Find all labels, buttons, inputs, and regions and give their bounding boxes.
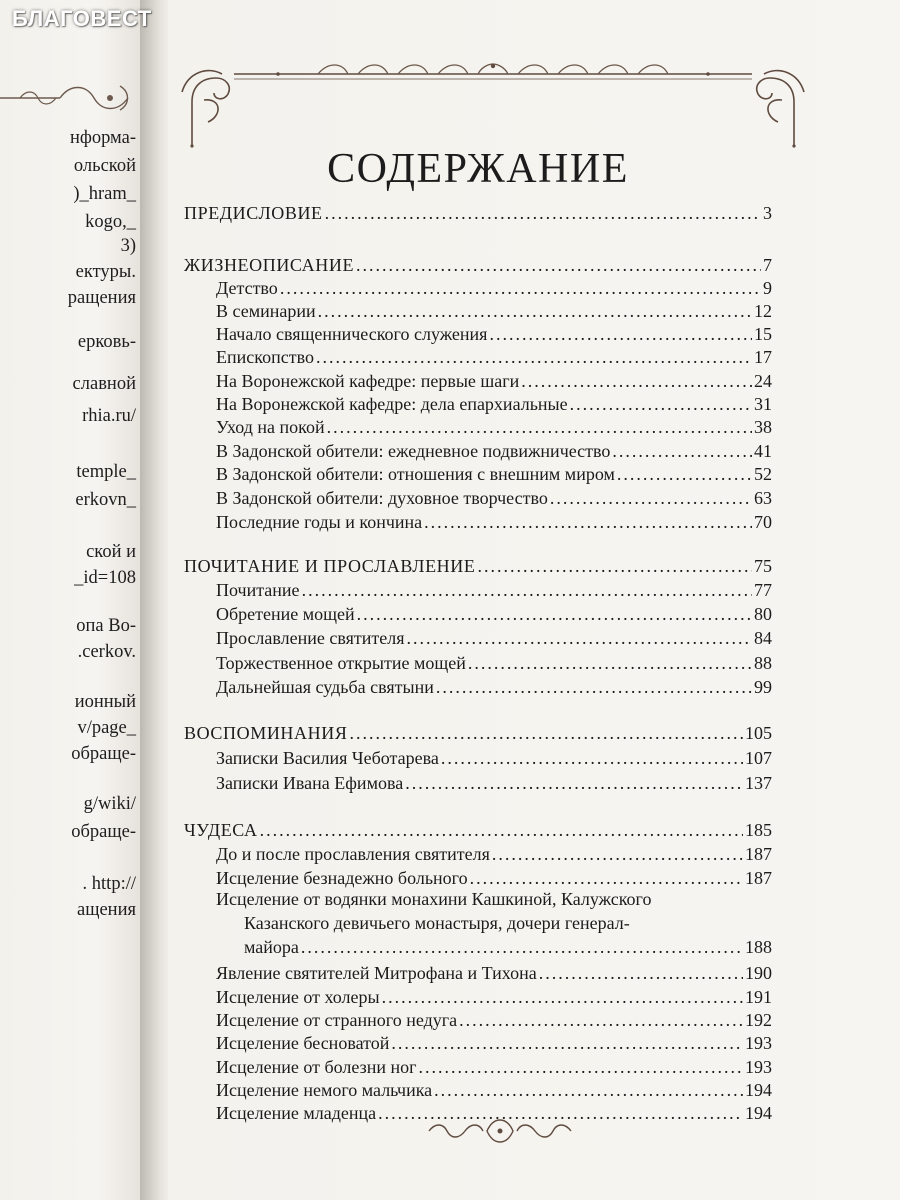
- toc-page: 107: [745, 748, 772, 768]
- toc-item[interactable]: [216, 986, 772, 1008]
- toc-label: До и после прославления святителя: [216, 844, 490, 864]
- toc-item[interactable]: [216, 1009, 772, 1031]
- toc-page: 31: [754, 394, 772, 414]
- toc-label: Записки Ивана Ефимова: [216, 773, 404, 793]
- toc-label: На Воронежской кафедре: дела епархиальные: [216, 394, 568, 414]
- toc-leader: [612, 441, 752, 462]
- toc-item[interactable]: [216, 511, 772, 533]
- toc-leader: [468, 653, 752, 674]
- toc-item-line[interactable]: Казанского девичьего монастыря, дочери генерал-: [244, 913, 630, 933]
- toc-page: 24: [754, 371, 772, 391]
- toc-item[interactable]: [216, 747, 772, 769]
- toc-item[interactable]: [216, 676, 772, 698]
- toc-leader: [302, 580, 752, 601]
- toc-leader: [327, 417, 752, 438]
- toc-page: 77: [754, 580, 772, 600]
- left-line: _id=108: [74, 568, 136, 588]
- toc-label: Уход на покой: [216, 417, 325, 437]
- toc-item-line[interactable]: Исцеление от водянки монахини Кашкиной, Калужского: [216, 889, 652, 909]
- toc-item[interactable]: [216, 1079, 772, 1101]
- toc-leader: [436, 677, 752, 698]
- toc-item[interactable]: [216, 627, 772, 649]
- toc-page: 7: [763, 255, 772, 275]
- toc-page: 9: [763, 278, 772, 298]
- toc-item[interactable]: [216, 463, 772, 485]
- left-line: temple_: [76, 462, 136, 482]
- toc-label: Исцеление от холеры: [216, 987, 380, 1007]
- left-page: [0, 0, 140, 1200]
- toc-leader: [470, 868, 743, 889]
- left-line: v/page_: [77, 718, 136, 738]
- toc-item[interactable]: [216, 579, 772, 601]
- toc-page: 75: [754, 556, 772, 576]
- toc-label: Торжественное открытие мощей: [216, 653, 466, 673]
- toc-leader: [280, 278, 761, 299]
- toc-leader: [539, 963, 743, 984]
- toc-item[interactable]: [216, 962, 772, 984]
- toc-section-miracles[interactable]: [184, 819, 772, 841]
- toc-leader: [405, 773, 743, 794]
- toc-label: ВОСПОМИНАНИЯ: [184, 723, 348, 743]
- toc-label: Исцеление немого мальчика: [216, 1080, 433, 1100]
- toc-page: 52: [754, 464, 772, 484]
- toc-item[interactable]: [216, 843, 772, 865]
- toc-leader: [301, 937, 743, 958]
- toc-page: 88: [754, 653, 772, 673]
- left-line: опа Во-: [76, 616, 136, 636]
- left-line: erkovn_: [75, 490, 136, 510]
- toc-label: В Задонской обители: отношения с внешним миром: [216, 464, 615, 484]
- toc-item[interactable]: [216, 603, 772, 625]
- toc-section-memoirs[interactable]: [184, 722, 772, 744]
- toc-item[interactable]: [244, 936, 772, 958]
- toc-label: ЖИЗНЕОПИСАНИЕ: [184, 255, 355, 275]
- left-line: g/wiki/: [83, 794, 136, 814]
- toc-label: Исцеление младенца: [216, 1103, 377, 1123]
- toc-page: 12: [754, 301, 772, 321]
- toc-label: В Задонской обители: духовное творчество: [216, 488, 548, 508]
- toc-label: Явление святителей Митрофана и Тихона: [216, 963, 537, 983]
- left-line: нформа-: [69, 128, 136, 148]
- toc-leader: [434, 1080, 743, 1101]
- left-line: .cerkov.: [77, 642, 136, 662]
- toc-page: 194: [745, 1103, 772, 1123]
- toc-label: Обретение мощей: [216, 604, 355, 624]
- top-ornament-frame: [178, 62, 808, 152]
- toc-label: Дальнейшая судьба святыни: [216, 677, 434, 697]
- toc-page: 187: [745, 868, 772, 888]
- toc-page: 187: [745, 844, 772, 864]
- watermark-logo: БЛАГОВЕСТ: [12, 6, 152, 31]
- left-line: ащения: [77, 900, 136, 920]
- toc-section-veneration[interactable]: [184, 555, 772, 577]
- toc-page: 190: [745, 963, 772, 983]
- toc-page: 191: [745, 987, 772, 1007]
- toc-leader: [382, 987, 743, 1008]
- left-line: обраще-: [71, 744, 136, 764]
- toc-label: ПОЧИТАНИЕ И ПРОСЛАВЛЕНИЕ: [184, 556, 476, 576]
- left-line: rhia.ru/: [82, 406, 136, 426]
- toc-item[interactable]: [216, 416, 772, 438]
- toc-item[interactable]: [216, 370, 772, 392]
- toc-page: 70: [754, 512, 772, 532]
- toc-label: Прославление святителя: [216, 628, 405, 648]
- bottom-ornament: [425, 1118, 575, 1144]
- toc-label: Записки Василия Чеботарева: [216, 748, 439, 768]
- toc-page: 38: [754, 417, 772, 437]
- toc-page: 80: [754, 604, 772, 624]
- toc-label: Исцеление от странного недуга: [216, 1010, 458, 1030]
- left-line: обраще-: [71, 822, 136, 842]
- toc-leader: [570, 394, 752, 415]
- toc-item[interactable]: [216, 440, 772, 462]
- toc-item[interactable]: [216, 772, 772, 794]
- toc-page: 17: [754, 347, 772, 367]
- toc-label: майора: [244, 937, 299, 957]
- toc-leader: [477, 556, 752, 577]
- toc-label: Начало священнического служения: [216, 324, 488, 344]
- toc-page: 63: [754, 488, 772, 508]
- toc-leader: [318, 301, 752, 322]
- toc-item[interactable]: [216, 277, 772, 299]
- left-line: ской и: [86, 542, 136, 562]
- toc-label: В семинарии: [216, 301, 316, 321]
- toc-label: Последние годы и кончина: [216, 512, 423, 532]
- toc-leader: [489, 324, 752, 345]
- toc-leader: [357, 604, 752, 625]
- toc-item[interactable]: [216, 487, 772, 509]
- toc-label: В Задонской обители: ежедневное подвижничество: [216, 441, 611, 461]
- toc-item[interactable]: [216, 652, 772, 674]
- left-line: kogo,_: [85, 212, 136, 232]
- left-line: 3): [120, 236, 136, 256]
- toc-page: 192: [745, 1010, 772, 1030]
- left-line: славной: [72, 374, 136, 394]
- toc-leader: [325, 203, 761, 224]
- toc-label: Исцеление безнадежно больного: [216, 868, 468, 888]
- toc-leader: [550, 488, 752, 509]
- toc-page: 185: [745, 820, 772, 840]
- toc-label: ПРЕДИСЛОВИЕ: [184, 203, 323, 223]
- toc-label: Епископство: [216, 347, 314, 367]
- toc-leader: [441, 748, 743, 769]
- toc-item[interactable]: [216, 867, 772, 889]
- toc-section-preface[interactable]: [184, 202, 772, 224]
- left-line: ращения: [67, 288, 136, 308]
- left-page-ornament: [0, 78, 140, 118]
- toc-leader: [391, 1033, 743, 1054]
- toc-leader: [424, 512, 752, 533]
- toc-leader: [356, 255, 761, 276]
- toc-leader: [418, 1057, 743, 1078]
- toc-page: 105: [745, 723, 772, 743]
- toc-leader: [617, 464, 752, 485]
- toc-leader: [316, 347, 752, 368]
- toc-leader: [459, 1010, 743, 1031]
- toc-item[interactable]: [216, 393, 772, 415]
- left-line: ольской: [73, 156, 136, 176]
- toc-page: 137: [745, 773, 772, 793]
- toc-label: Почитание: [216, 580, 300, 600]
- toc-leader: [492, 844, 743, 865]
- toc-item[interactable]: [216, 1032, 772, 1054]
- left-line: . http://: [82, 874, 136, 894]
- toc-page: 3: [763, 203, 772, 223]
- left-line: )_hram_: [73, 184, 136, 204]
- page-title: СОДЕРЖАНИЕ: [327, 146, 629, 192]
- left-line: ерковь-: [77, 332, 136, 352]
- toc-item[interactable]: [216, 346, 772, 368]
- book-gutter: [140, 0, 170, 1200]
- toc-label: Исцеление бесноватой: [216, 1033, 390, 1053]
- toc-leader: [260, 820, 743, 841]
- toc-page: 188: [745, 937, 772, 957]
- toc-page: 99: [754, 677, 772, 697]
- toc-page: 193: [745, 1057, 772, 1077]
- toc-label: На Воронежской кафедре: первые шаги: [216, 371, 520, 391]
- toc-leader: [521, 371, 752, 392]
- toc-label: ЧУДЕСА: [184, 820, 258, 840]
- toc-page: 194: [745, 1080, 772, 1100]
- toc-item[interactable]: [216, 323, 772, 345]
- toc-item[interactable]: [216, 1056, 772, 1078]
- toc-page: 41: [754, 441, 772, 461]
- toc-page: 84: [754, 628, 772, 648]
- toc-page: 193: [745, 1033, 772, 1053]
- toc-section-biography[interactable]: [184, 254, 772, 276]
- toc-page: 15: [754, 324, 772, 344]
- toc-leader: [407, 628, 752, 649]
- left-line: ектуры.: [75, 262, 136, 282]
- toc-label: Детство: [216, 278, 278, 298]
- toc-leader: [349, 723, 743, 744]
- toc-item[interactable]: [216, 300, 772, 322]
- toc-label: Исцеление от болезни ног: [216, 1057, 417, 1077]
- left-line: ионный: [74, 692, 136, 712]
